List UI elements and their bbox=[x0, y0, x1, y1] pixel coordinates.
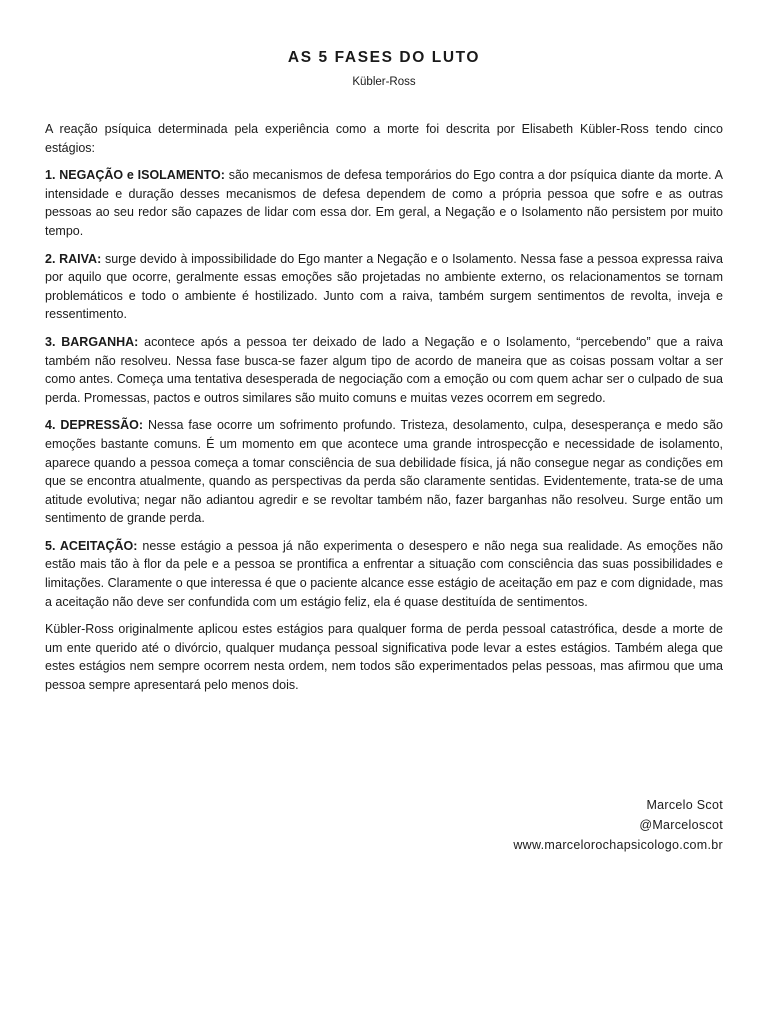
document-subtitle: Kübler-Ross bbox=[352, 76, 416, 88]
stage-paragraph-depression bbox=[45, 416, 723, 528]
stage-paragraph-denial bbox=[45, 166, 723, 240]
author-name: Marcelo Scot bbox=[646, 798, 723, 812]
stage-paragraph-acceptance bbox=[45, 537, 723, 611]
stage-text: acontece após a pessoa ter deixado de lado a Negação e o Isolamento, “percebendo” que a raiva também não resolveu. Nessa fase busca-se fazer algum tipo de acordo de maneira que as coisas possam voltar a ser como antes. Começa uma tentativa desesperada de negociação com a emoção ou com quem achar ser o culpado de sua perda. Promessas, pactos e outros similares são muito comuns e muitas vezes ocorrem em segredo. bbox=[45, 334, 723, 405]
stage-label: 2. RAIVA: bbox=[45, 251, 102, 266]
stage-label: 4. DEPRESSÃO: bbox=[45, 418, 144, 433]
stage-text: são mecanismos de defesa temporários do Ego contra a dor psíquica diante da morte. A intensidade e duração desses mecanismos de defesa dependem de como a própria pessoa que sofre e as outras pessoas ao seu redor são capazes de lidar com essa dor. Em geral, a Negação e o Isolamento não persistem por muito tempo. bbox=[45, 168, 723, 238]
stage-paragraph-bargaining bbox=[45, 333, 723, 407]
author-handle: @Marceloscot bbox=[639, 818, 723, 832]
author-website: www.marcelorochapsicologo.com.br bbox=[513, 838, 723, 852]
stage-text: nesse estágio a pessoa já não experimenta o desespero e não nega sua realidade. As emoções não estão mais tão à flor da pele e a pessoa se prontifica a enfrentar a situação com consciência das suas possibilidades e limitações. Claramente o que interessa é que o paciente alcance esse estágio de aceitação em paz e com dignidade, mas a aceitação não deve ser confundida com um estágio feliz, ela é quase destituída de sentimentos. bbox=[45, 538, 723, 609]
stage-label: 1. NEGAÇÃO e ISOLAMENTO: bbox=[45, 168, 225, 183]
closing-paragraph: Kübler-Ross originalmente aplicou estes estágios para qualquer forma de perda pessoal catastrófica, desde a morte de um ente querido até o divórcio, qualquer mudança pessoal significativa pode levar a estes estágios. Também alega que estes estágios nem sempre ocorrem nesta ordem, nem todos são experimentados pelas pessoas, mas afirmou que uma pessoa sempre apresentará pelo menos dois. bbox=[45, 622, 723, 693]
stage-paragraph-anger bbox=[45, 250, 723, 324]
intro-paragraph: A reação psíquica determinada pela experiência como a morte foi descrita por Elisabeth Kübler-Ross tendo cinco estágios: bbox=[45, 122, 723, 155]
stage-label: 5. ACEITAÇÃO: bbox=[45, 538, 138, 553]
stage-text: surge devido à impossibilidade do Ego manter a Negação e o Isolamento. Nessa fase a pessoa expressa raiva por aquilo que ocorre, geralmente essas emoções são projetadas no ambiente externo, os relacionamentos se tornam problemáticos e todo o ambiente é hostilizado. Junto com a raiva, também surgem sentimentos de revolta, inveja e ressentimento. bbox=[45, 251, 723, 322]
stage-label: 3. BARGANHA: bbox=[45, 334, 139, 349]
document-title: AS 5 FASES DO LUTO bbox=[287, 49, 481, 66]
stage-text: Nessa fase ocorre um sofrimento profundo. Tristeza, desolamento, culpa, desesperança e medo são emoções bastante comuns. É um momento em que acontece uma grande introspecção e necessidade de isolamento, aparece quando a pessoa começa a tomar consciência de sua debilidade física, já não consegue negar as condições em que se encontra atualmente, quando as perspectivas da perda são claramente sentidas. Evidentemente, trata-se de uma atitude evolutiva; negar não adiantou agredir e se revoltar também não, fazer barganhas não resolveu. Surge então um sentimento de grande perda. bbox=[45, 418, 724, 526]
signature-block bbox=[513, 795, 723, 855]
